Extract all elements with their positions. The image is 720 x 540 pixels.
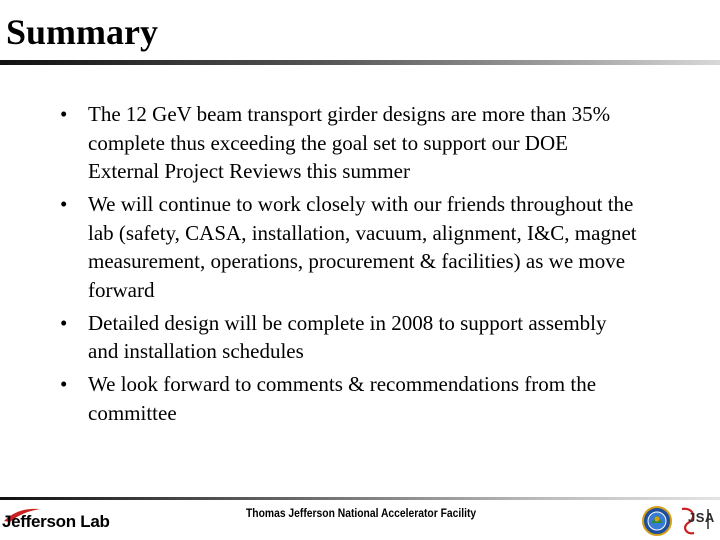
bullet-mark: •	[60, 372, 68, 396]
bullet-item	[60, 190, 640, 304]
facility-name: Thomas Jefferson National Accelerator Facility	[246, 506, 477, 520]
title-divider	[0, 60, 720, 65]
bullet-text: Detailed design will be complete in 2008 to support assembly and installation schedules	[88, 310, 607, 363]
bullet-text: We look forward to comments & recommendations from the committee	[88, 372, 597, 425]
slide-title: Summary	[6, 12, 158, 52]
bullet-text: We will continue to work closely with our friends throughout the lab (safety, CASA, installation, vacuum, alignment, I&C, magnet measurement, operations, procurement & facilities) as we move forward	[88, 192, 637, 302]
footer-divider	[0, 497, 720, 500]
bullet-mark: •	[60, 102, 68, 126]
bullet-text: The 12 GeV beam transport girder designs are more than 35% complete thus exceeding the goal set to support our DOE External Project Reviews this summer	[88, 102, 611, 183]
bullet-mark: •	[60, 192, 68, 216]
jefferson-lab-logo	[2, 505, 122, 539]
bullet-mark: •	[60, 310, 68, 335]
bullet-item	[60, 100, 640, 186]
bullet-list	[60, 100, 640, 432]
jsa-logo	[678, 505, 718, 537]
doe-seal-icon	[642, 506, 672, 536]
bullet-item	[60, 370, 640, 427]
bullet-item	[60, 309, 640, 366]
jsa-text: JSA	[688, 510, 715, 525]
logo-text: Jefferson Lab	[2, 512, 110, 531]
